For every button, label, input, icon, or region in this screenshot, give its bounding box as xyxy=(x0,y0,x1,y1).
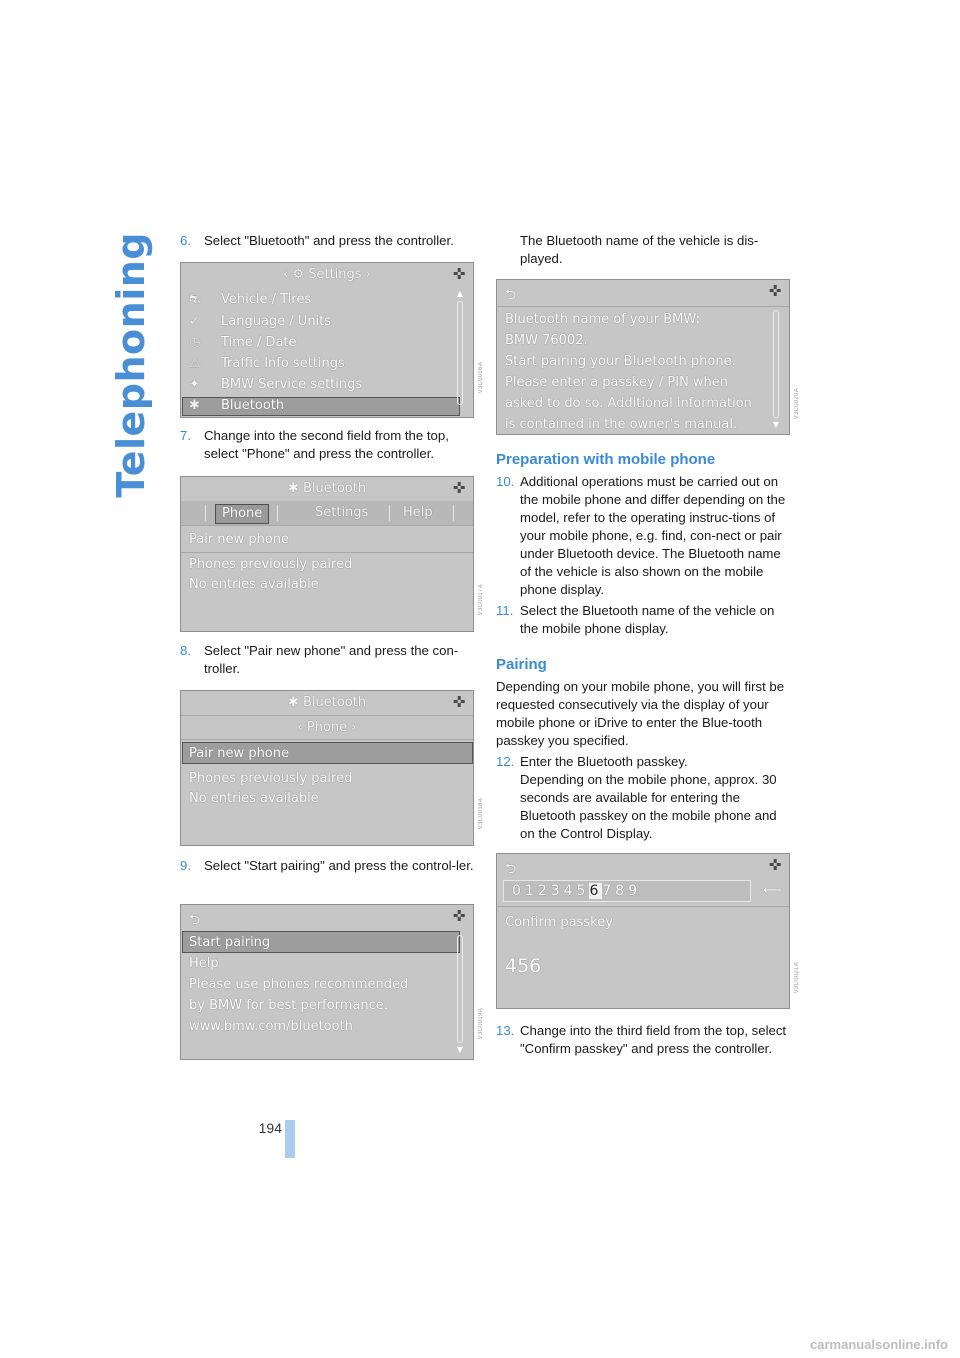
heading-pairing: Pairing xyxy=(496,656,547,673)
info-line-1: Please use phones recommended xyxy=(189,977,409,992)
bluetooth-name-note: The Bluetooth name of the vehicle is dis-played. xyxy=(520,233,759,266)
menu-item-language-units[interactable]: ✓ Language / Units xyxy=(189,314,332,329)
menu-item-help[interactable]: Help xyxy=(189,956,219,971)
screen-start-pairing xyxy=(180,904,474,1060)
image-code: V3C0017A xyxy=(478,584,484,616)
bluetooth-icon: ✱ xyxy=(189,398,200,413)
screen-passkey-entry xyxy=(496,853,790,1009)
menu-item-vehicle-tires[interactable]: ⛐ Vehicle / Tires xyxy=(189,292,312,307)
info-line-url: www.bmw.com/bluetooth xyxy=(189,1019,353,1034)
step-8: 8. Select "Pair new phone" and press the con-troller. xyxy=(180,643,459,676)
menu-item-traffic-info[interactable]: ⚠ Traffic Info settings xyxy=(189,356,345,371)
selected-digit[interactable]: 6 xyxy=(589,883,603,899)
digit-speller[interactable]: 0123456789 xyxy=(503,880,751,902)
pairing-intro: Depending on your mobile phone, you will first be requested consecutively via the display of your mobile phone or iDrive to enter the Blue-tooth passkey you specified. xyxy=(496,679,785,748)
controller-compass-icon: ✜ xyxy=(452,479,466,497)
warning-icon: ⚠ xyxy=(189,356,201,371)
scroll-down-icon: ▼ xyxy=(772,420,779,429)
menu-item-confirm-passkey[interactable]: Confirm passkey xyxy=(505,915,613,930)
controller-compass-icon: ✜ xyxy=(768,856,782,874)
step-13: 13. Change into the third field from the top, select "Confirm passkey" and press the controller. xyxy=(496,1023,787,1056)
screen-subtitle: ‹ Phone › xyxy=(297,720,357,735)
screen-settings-menu xyxy=(180,262,474,418)
scrollbar[interactable] xyxy=(773,310,779,418)
screen-bluetooth-tabs xyxy=(180,476,474,632)
service-icon: ✦ xyxy=(189,377,200,392)
heading-preparation: Preparation with mobile phone xyxy=(496,451,716,468)
menu-item-start-pairing[interactable]: Start pairing xyxy=(189,935,271,950)
controller-compass-icon: ✜ xyxy=(768,282,782,300)
menu-item-pair-new-phone[interactable]: Pair new phone xyxy=(189,746,289,761)
backspace-arrow-icon[interactable]: ⟵ xyxy=(763,883,782,898)
info-line: Bluetooth name of your BMW: xyxy=(505,312,700,327)
tab-bar xyxy=(181,501,473,525)
no-entries-text: No entries available xyxy=(189,791,319,806)
image-code: V3C0021A xyxy=(794,962,800,994)
scroll-up-icon: ▲ xyxy=(456,289,463,298)
car-icon: ⛐ xyxy=(189,292,201,307)
step-9: 9. Select "Start pairing" and press the control-ler. xyxy=(180,858,474,873)
scrollbar[interactable] xyxy=(457,301,463,405)
phones-previously-paired: Phones previously paired xyxy=(189,771,353,786)
tab-settings[interactable]: Settings xyxy=(315,505,369,520)
bluetooth-icon: ✱ xyxy=(287,481,299,496)
page-number: 194 xyxy=(258,1120,282,1136)
language-icon: ✓ xyxy=(189,314,200,329)
menu-item-bmw-service[interactable]: ✦ BMW Service settings xyxy=(189,377,363,392)
controller-compass-icon: ✜ xyxy=(452,265,466,283)
info-line: is contained in the owner's manual. xyxy=(505,417,738,432)
step-7: 7. Change into the second field from the top, select "Phone" and press the controller. xyxy=(180,428,449,461)
no-entries-text: No entries available xyxy=(189,577,319,592)
vehicle-bluetooth-name: BMW 76002. xyxy=(505,333,588,348)
screen-title: ✱ Bluetooth xyxy=(287,481,367,496)
menu-item-pair-new-phone[interactable]: Pair new phone xyxy=(189,532,289,547)
image-code: V3C0018A xyxy=(478,798,484,830)
menu-item-bluetooth[interactable]: ✱ Bluetooth xyxy=(189,398,285,413)
controller-compass-icon: ✜ xyxy=(452,693,466,711)
page-marker xyxy=(285,1120,295,1158)
bluetooth-icon: ✱ xyxy=(287,695,299,710)
screen-title: ✱ Bluetooth xyxy=(287,695,367,710)
image-code: V3C0020A xyxy=(794,388,800,420)
step-6: 6. Select "Bluetooth" and press the controller. xyxy=(180,233,454,248)
info-line: Start pairing your Bluetooth phone. xyxy=(505,354,736,369)
image-code: V3C0016A xyxy=(478,362,484,394)
screen-bluetooth-phone xyxy=(180,690,474,846)
step-10: 10. Additional operations must be carried out on the mobile phone and differ depending on the model, refer to the operating instruc-tions of your mobile phone, e.g. find, con-nect or pair under Bluetooth device. The Bluetooth name of the vehicle is also shown on the mobile phone display. xyxy=(496,474,786,597)
footer-watermark: carmanualsonline.info xyxy=(810,1337,948,1352)
menu-item-time-date[interactable]: ◷ Time / Date xyxy=(189,335,297,350)
step-12: 12. Enter the Bluetooth passkey. Depending on the mobile phone, approx. 30 seconds are available for entering the Bluetooth passkey on the mobile phone and on the Control Display. xyxy=(496,754,777,841)
info-line: asked to do so. Additional information xyxy=(505,396,752,411)
scrollbar[interactable] xyxy=(457,935,463,1043)
step-11: 11. Select the Bluetooth name of the vehicle on the mobile phone display. xyxy=(496,603,775,636)
back-arrow-icon[interactable]: ⮌ xyxy=(505,861,517,877)
clock-icon: ◷ xyxy=(189,335,201,350)
info-line: Please enter a passkey / PIN when xyxy=(505,375,729,390)
image-code: V3C0019A xyxy=(478,1008,484,1040)
tab-phone[interactable]: Phone xyxy=(215,504,269,524)
back-arrow-icon[interactable]: ⮌ xyxy=(505,287,517,303)
phones-previously-paired: Phones previously paired xyxy=(189,557,353,572)
settings-icon: ⚙ xyxy=(292,267,305,282)
back-arrow-icon[interactable]: ⮌ xyxy=(189,912,201,928)
entered-passkey: 456 xyxy=(505,955,542,977)
section-title: Telephoning xyxy=(109,232,153,498)
scroll-down-icon: ▼ xyxy=(456,1045,463,1054)
tab-help[interactable]: Help xyxy=(403,505,433,520)
info-line-2: by BMW for best performance. xyxy=(189,998,388,1013)
screen-title: ‹ ⚙ Settings › xyxy=(283,267,371,282)
controller-compass-icon: ✜ xyxy=(452,907,466,925)
screen-bluetooth-name xyxy=(496,279,790,435)
